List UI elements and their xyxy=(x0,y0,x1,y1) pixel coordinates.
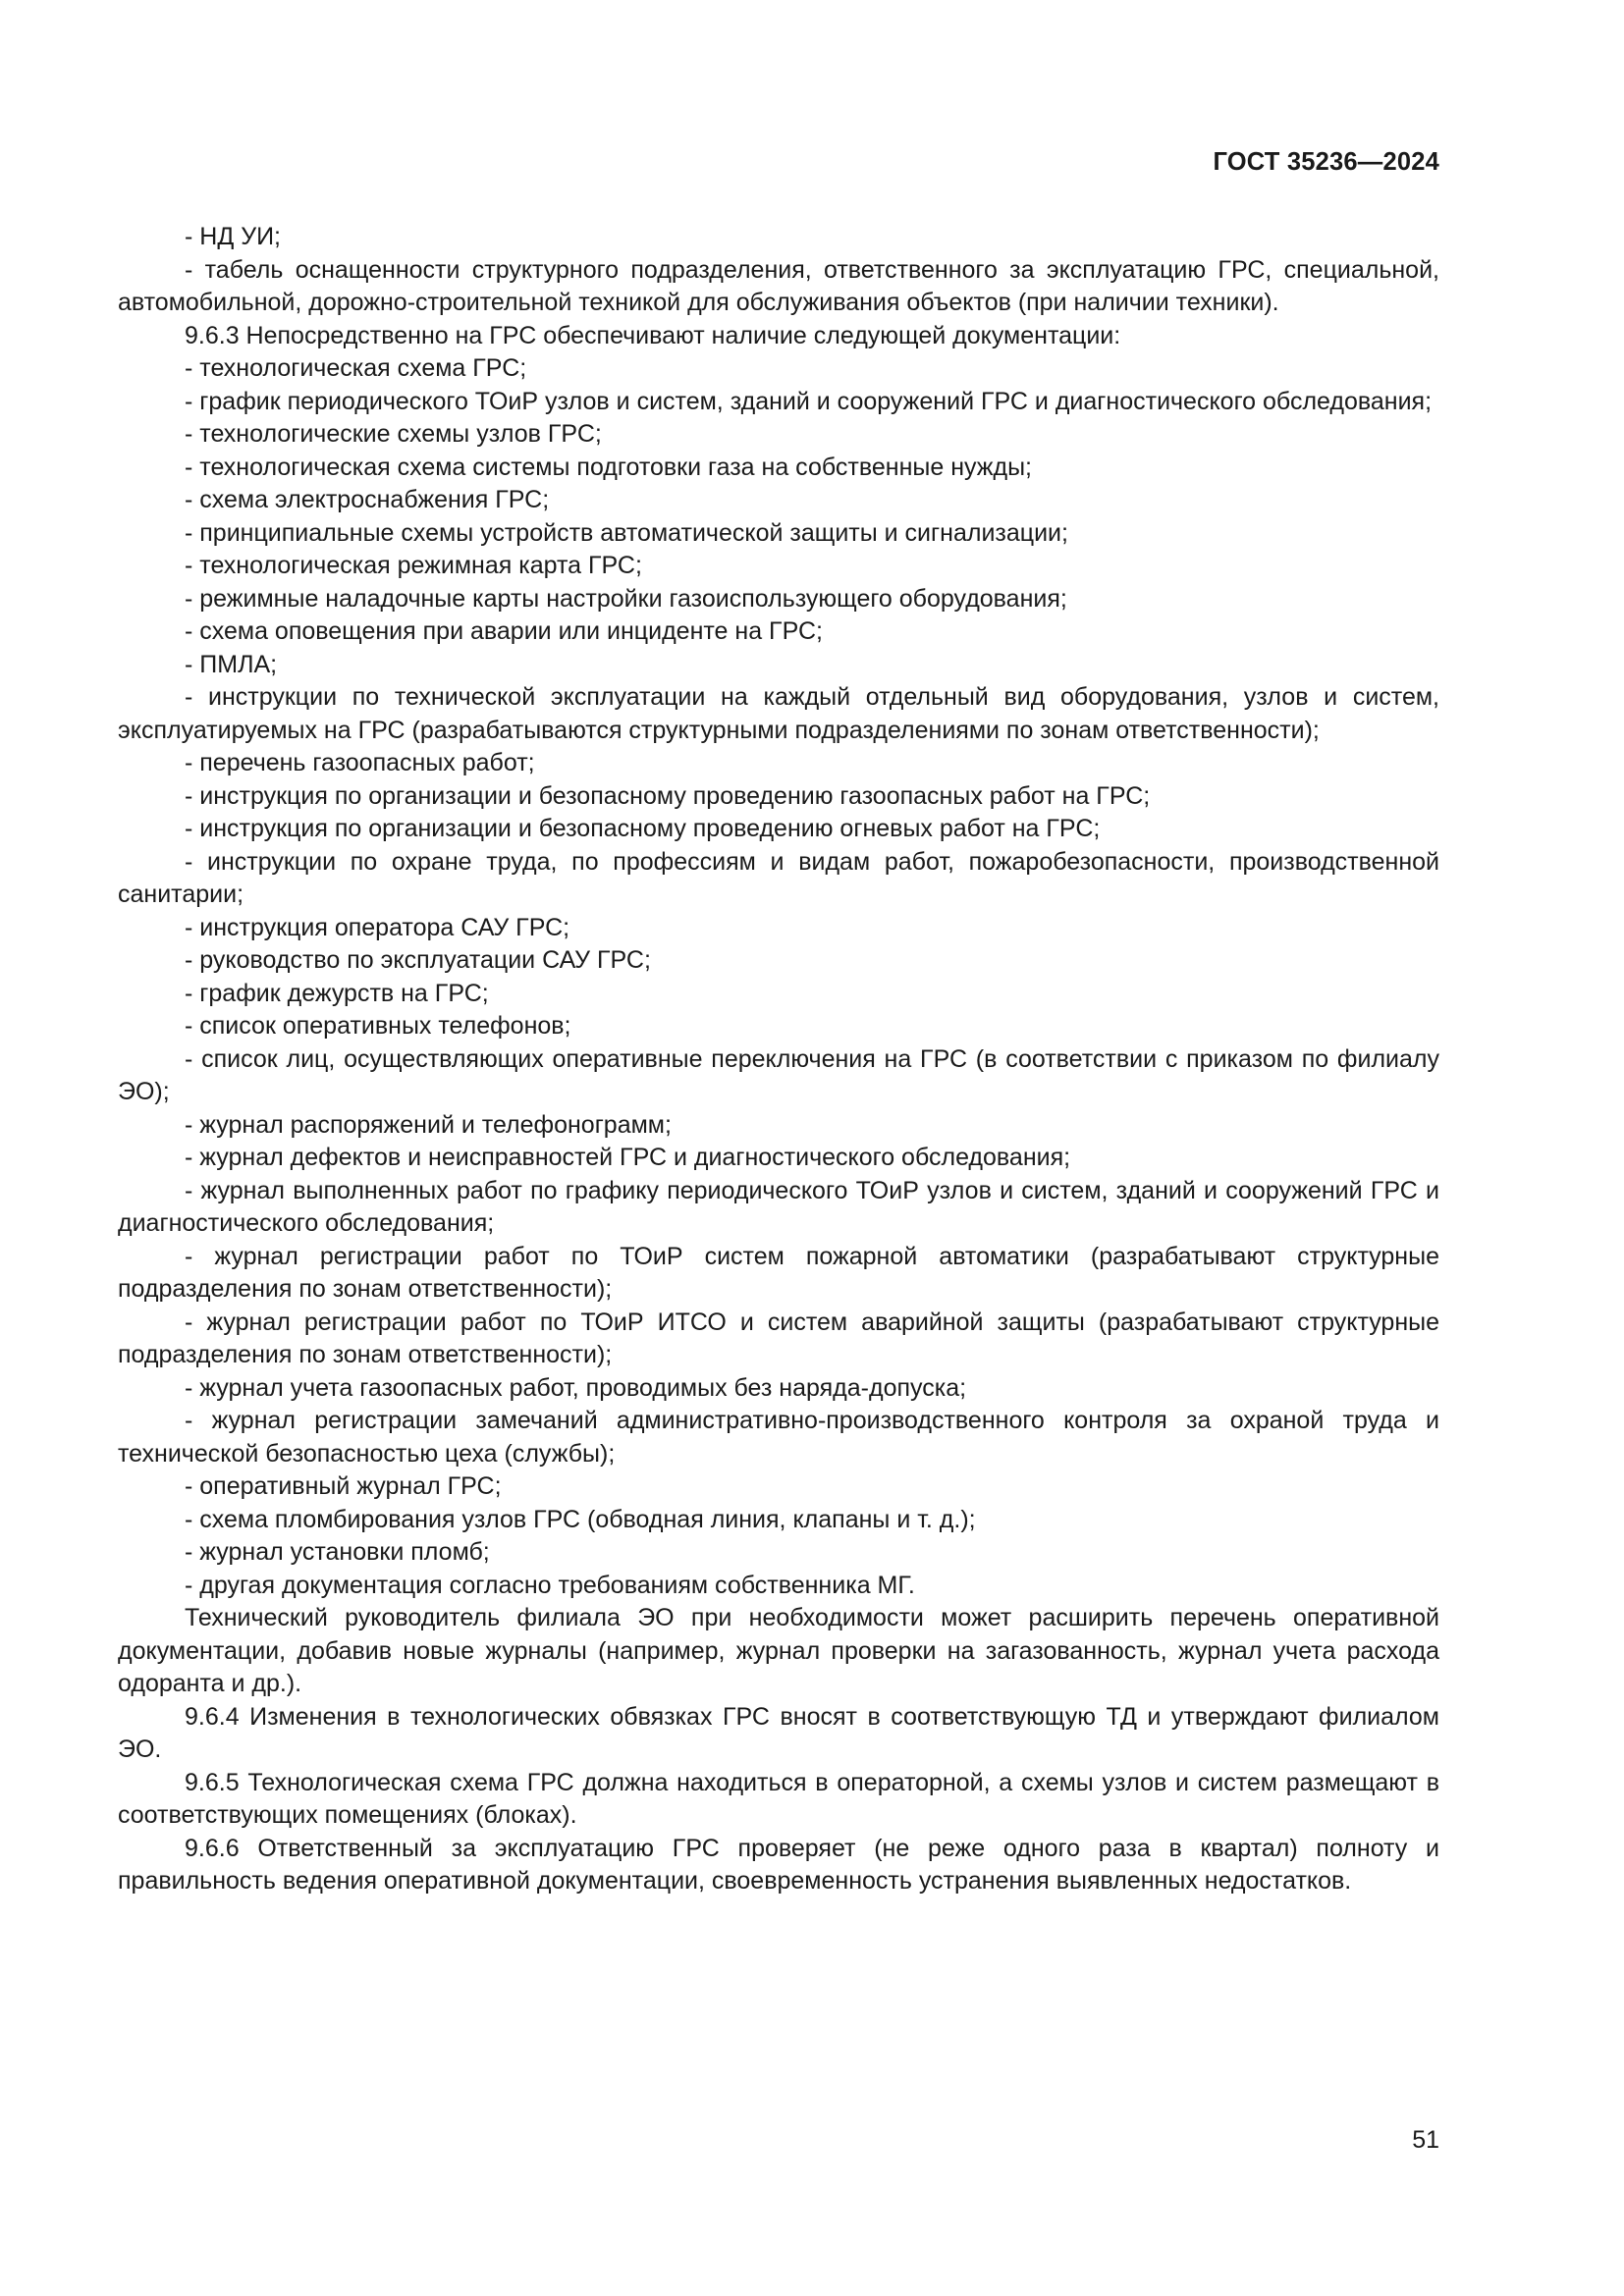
list-item: - технологическая схема ГРС; xyxy=(185,354,527,382)
list-item: - другая документация согласно требованиям собственника МГ. xyxy=(185,1571,915,1599)
list-item: - ПМЛА; xyxy=(185,650,278,678)
clause-9-6-4: 9.6.4 Изменения в технологических обвязках ГРС вносят в соответствующую ТД и утверждают филиалом ЭО. xyxy=(118,1702,1439,1763)
list-item: - инструкция оператора САУ ГРС; xyxy=(185,913,570,941)
list-item: - технологическая режимная карта ГРС; xyxy=(185,552,642,579)
list-item: - инструкция по организации и безопасному проведению огневых работ на ГРС; xyxy=(185,815,1101,842)
list-item: - журнал дефектов и неисправностей ГРС и диагностического обследования; xyxy=(185,1144,1071,1171)
list-item: - список оперативных телефонов; xyxy=(185,1012,571,1040)
list-item: - журнал учета газоопасных работ, проводимых без наряда-допуска; xyxy=(185,1373,967,1402)
list-item: - руководство по эксплуатации САУ ГРС; xyxy=(185,946,651,974)
list-item: - схема электроснабжения ГРС; xyxy=(185,486,550,513)
list-item: - режимные наладочные карты настройки газоиспользующего оборудования; xyxy=(185,584,1067,613)
page-number: 51 xyxy=(1412,2126,1439,2154)
list-item: - график периодического ТОиР узлов и систем, зданий и сооружений ГРС и диагностического обследования; xyxy=(185,387,1433,415)
list-item-equipment-table: - табель оснащенности структурного подразделения, ответственного за эксплуатацию ГРС, специальной, автомобильной, дорожно-строительной техникой для обслуживания объектов (при наличии техники). xyxy=(118,255,1439,316)
list-item: - журнал регистрации работ по ТОиР ИТСО и систем аварийной защиты (разрабатывают структурные подразделения по зонам ответственности); xyxy=(118,1308,1439,1368)
list-item: - технологические схемы узлов ГРС; xyxy=(185,420,602,448)
list-item: - инструкции по технической эксплуатации на каждый отдельный вид оборудования, узлов и систем, эксплуатируемых на ГРС (разрабатываются структурными подразделениями по зонам ответственности); xyxy=(118,683,1439,744)
list-item: - журнал установки пломб; xyxy=(185,1538,490,1566)
document-header-standard: ГОСТ 35236—2024 xyxy=(1213,148,1439,176)
technical-director-paragraph: Технический руководитель филиала ЭО при необходимости может расширить перечень оперативной документации, добавив новые журналы (например, журнал проверки на загазованность, журнал учета расхода одоранта и др.). xyxy=(118,1604,1439,1697)
list-item: - инструкция по организации и безопасному проведению газоопасных работ на ГРС; xyxy=(185,781,1151,810)
list-item: - инструкции по охране труда, по профессиям и видам работ, пожаробезопасности, производственной санитарии; xyxy=(118,847,1439,908)
clause-9-6-6: 9.6.6 Ответственный за эксплуатацию ГРС проверяет (не реже одного раза в квартал) полноту и правильность ведения оперативной документации, своевременность устранения выявленных недостатков. xyxy=(118,1834,1439,1895)
document-body xyxy=(118,221,1439,1898)
clause-9-6-5: 9.6.5 Технологическая схема ГРС должна находиться в операторной, а схемы узлов и систем размещают в соответствующих помещениях (блоках). xyxy=(118,1768,1439,1829)
list-item: - схема оповещения при аварии или инциденте на ГРС; xyxy=(185,617,823,645)
list-item: - технологическая схема системы подготовки газа на собственные нужды; xyxy=(185,453,1033,481)
list-item: - журнал выполненных работ по графику периодического ТОиР узлов и систем, зданий и сооружений ГРС и диагностического обследования; xyxy=(118,1176,1439,1237)
list-item: - список лиц, осуществляющих оперативные переключения на ГРС (в соответствии с приказом по филиалу ЭО); xyxy=(118,1044,1439,1105)
list-item: - перечень газоопасных работ; xyxy=(185,749,535,776)
list-item-nd-ui: - НД УИ; xyxy=(185,223,281,250)
list-item: - принципиальные схемы устройств автоматической защиты и сигнализации; xyxy=(185,518,1068,547)
list-item: - график дежурств на ГРС; xyxy=(185,979,489,1007)
clause-9-6-3: 9.6.3 Непосредственно на ГРС обеспечивают наличие следующей документации: xyxy=(185,321,1121,349)
list-item: - журнал регистрации замечаний административно-производственного контроля за охраной труда и технической безопасностью цеха (службы); xyxy=(118,1407,1439,1468)
list-item: - схема пломбирования узлов ГРС (обводная линия, клапаны и т. д.); xyxy=(185,1505,976,1533)
list-item: - журнал распоряжений и телефонограмм; xyxy=(185,1110,672,1139)
list-item: - журнал регистрации работ по ТОиР систем пожарной автоматики (разрабатывают структурные подразделения по зонам ответственности); xyxy=(118,1242,1439,1303)
list-item: - оперативный журнал ГРС; xyxy=(185,1472,502,1500)
